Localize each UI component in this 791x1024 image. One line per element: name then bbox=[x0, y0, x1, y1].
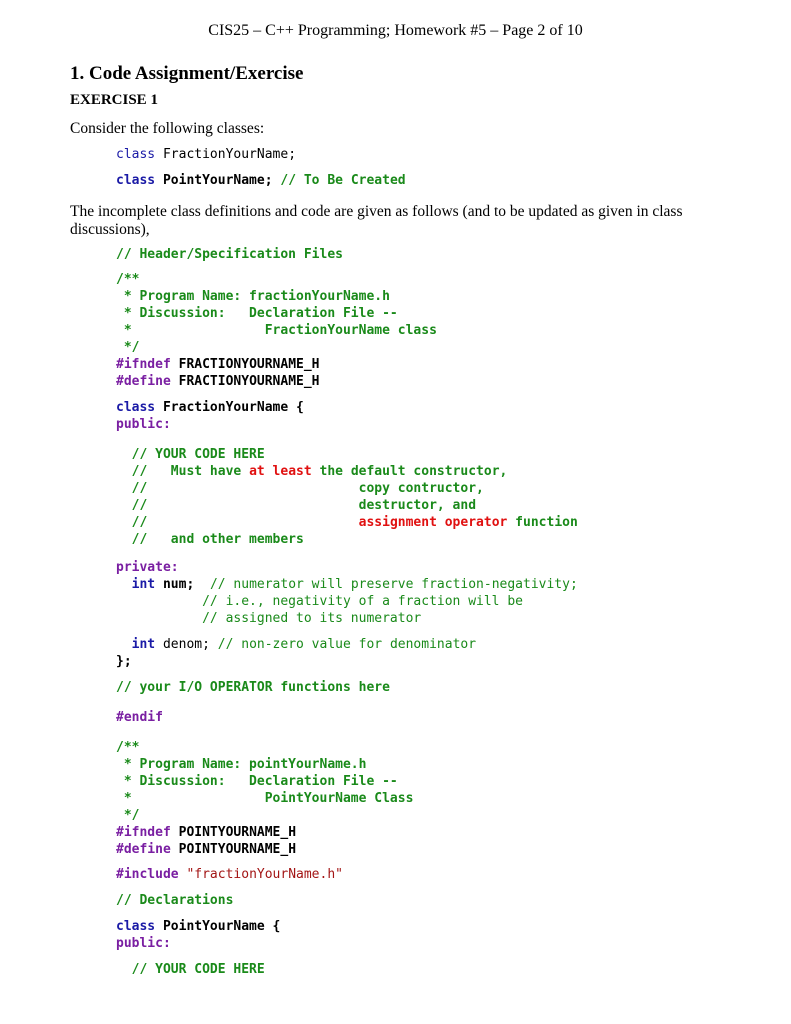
your-code-comments-fraction: // YOUR CODE HERE // Must have at least the default constructor, // copy contructor, // destructor, and // assignment operator function // and other members bbox=[116, 447, 578, 547]
class-point-header: class PointYourName { public: bbox=[116, 919, 281, 951]
private-section: private: int num; // numerator will preserve fraction-negativity; // i.e., negativity of a fraction will be // assigned to its numerator bbox=[116, 560, 578, 626]
class-name: PointYourName; bbox=[162, 173, 273, 188]
include-guard-fraction: #ifndef FRACTIONYOURNAME_H #define FRACTIONYOURNAME_H bbox=[116, 357, 320, 389]
class-declaration-1 bbox=[116, 146, 296, 163]
keyword: class bbox=[116, 147, 156, 162]
denom-declaration: int denom; // non-zero value for denominator }; bbox=[116, 637, 477, 669]
code-comment: // To Be Created bbox=[280, 173, 406, 188]
incomplete-text: The incomplete class definitions and code are given as follows (and to be updated as given in class discussions), bbox=[70, 203, 683, 238]
endif-directive: #endif bbox=[116, 710, 163, 725]
section-title: 1. Code Assignment/Exercise bbox=[70, 63, 304, 84]
header-files-comment: // Header/Specification Files bbox=[116, 247, 343, 262]
class-name: FractionYourName; bbox=[162, 147, 297, 162]
your-code-comment-point: // YOUR CODE HERE bbox=[116, 962, 265, 977]
include-guard-point: #ifndef POINTYOURNAME_H #define POINTYOURNAME_H bbox=[116, 825, 297, 857]
include-directive: #include "fractionYourName.h" bbox=[116, 867, 343, 882]
exercise-title: EXERCISE 1 bbox=[70, 92, 158, 108]
doc-comment-point: /** * Program Name: pointYourName.h * Discussion: Declaration File -- * PointYourName Class */ bbox=[116, 740, 414, 823]
class-declaration-2 bbox=[116, 172, 406, 189]
page-header: CIS25 – C++ Programming; Homework #5 – Page 2 of 10 bbox=[208, 22, 583, 39]
intro-text: Consider the following classes: bbox=[70, 120, 265, 137]
class-fraction-header: class FractionYourName { public: bbox=[116, 400, 304, 432]
doc-comment-fraction: /** * Program Name: fractionYourName.h * Discussion: Declaration File -- * FractionYourName class */ bbox=[116, 272, 437, 355]
keyword: class bbox=[116, 173, 156, 188]
io-operator-comment: // your I/O OPERATOR functions here bbox=[116, 680, 390, 695]
declarations-comment: // Declarations bbox=[116, 893, 234, 908]
